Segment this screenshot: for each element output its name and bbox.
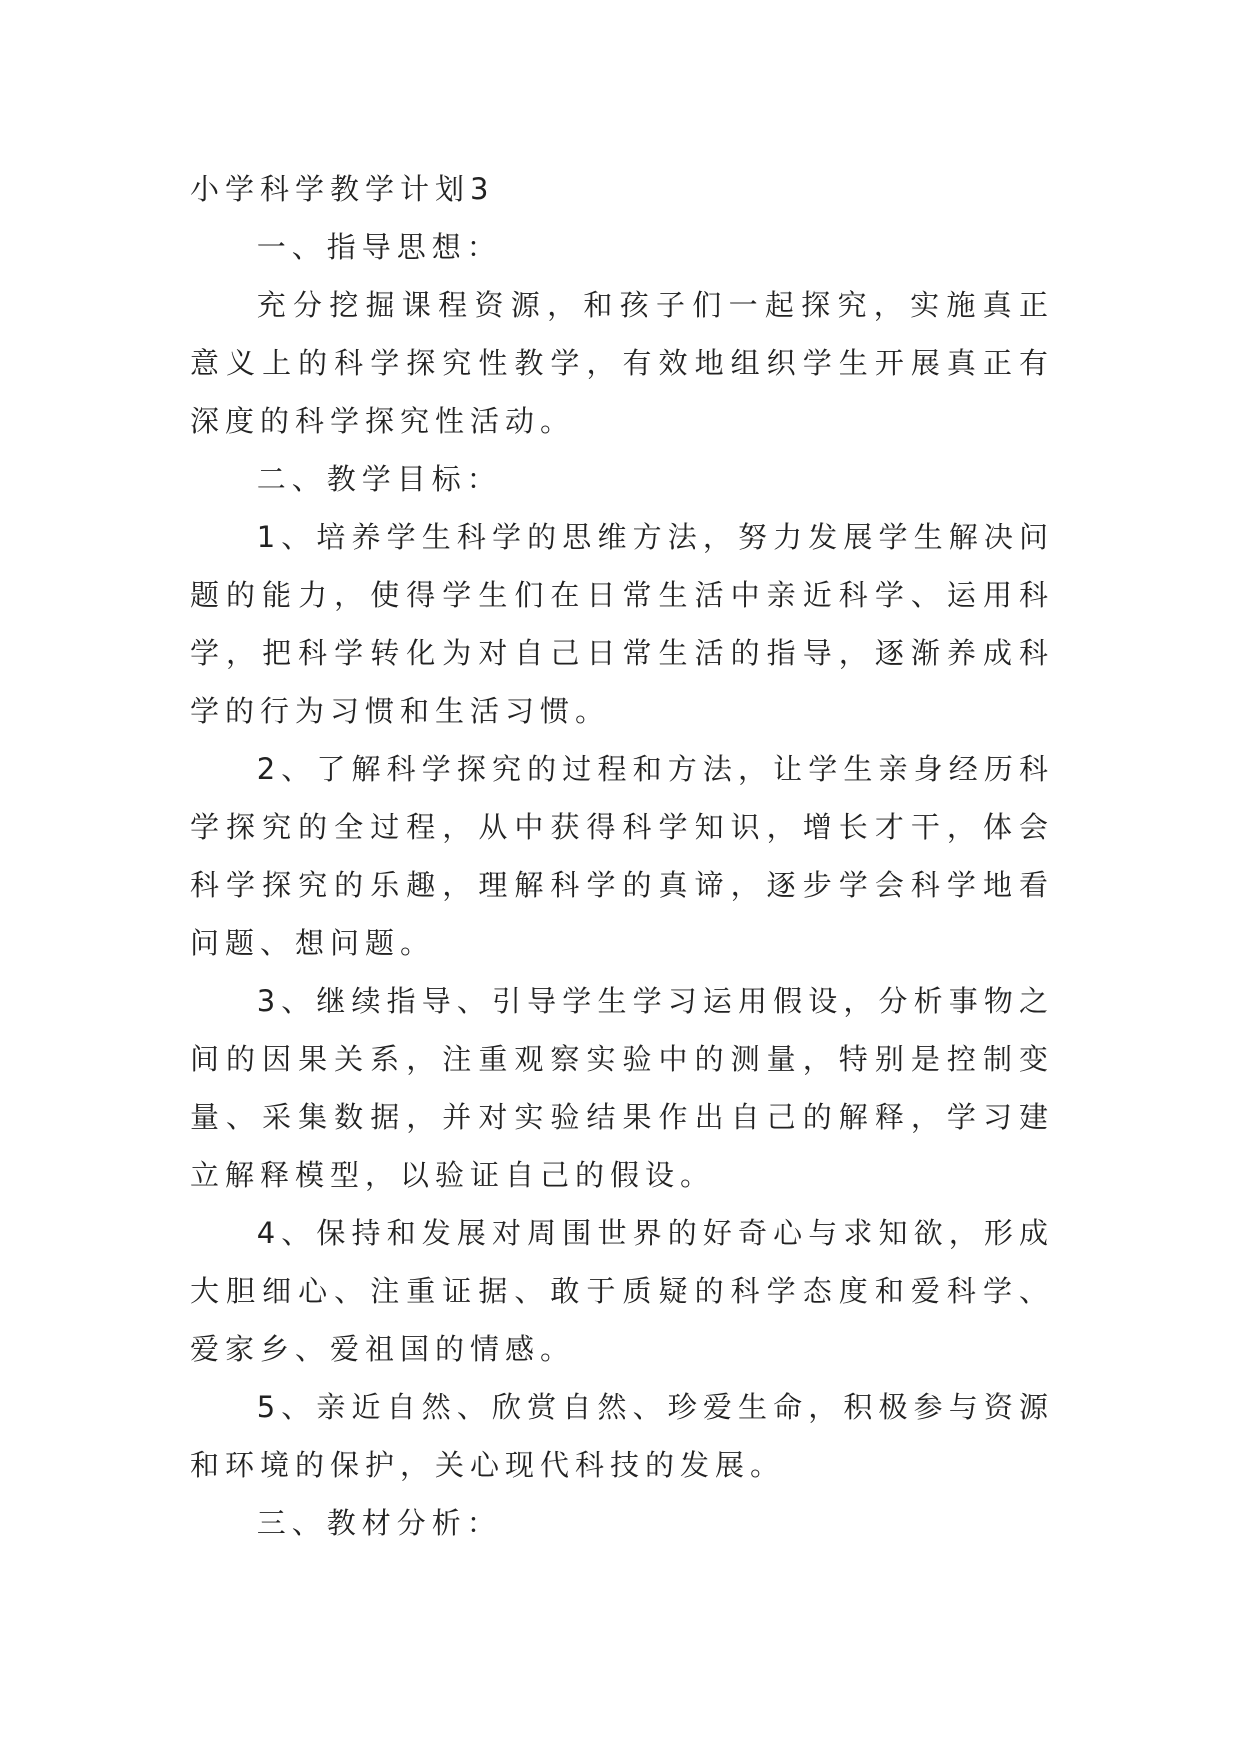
goal-item-4: 4、保持和发展对周围世界的好奇心与求知欲，形成大胆细心、注重证据、敢于质疑的科学态度和爱科学、爱家乡、爱祖国的情感。 (190, 1216, 1054, 1366)
section-heading-textbook-analysis: 三、教材分析： (256, 1506, 502, 1540)
goal-item-3: 3、继续指导、引导学生学习运用假设，分析事物之间的因果关系，注重观察实验中的测量，特别是控制变量、采集数据，并对实验结果作出自己的解释，学习建立解释模型，以验证自己的假设。 (190, 984, 1054, 1192)
goal-item-2: 2、了解科学探究的过程和方法，让学生亲身经历科学探究的全过程，从中获得科学知识，增长才干，体会科学探究的乐趣，理解科学的真谛，逐步学会科学地看问题、想问题。 (190, 752, 1054, 960)
document-body (190, 160, 1054, 1552)
goal-item-5: 5、亲近自然、欣赏自然、珍爱生命，积极参与资源和环境的保护，关心现代科技的发展。 (190, 1390, 1054, 1482)
paragraph-guiding-ideology: 充分挖掘课程资源，和孩子们一起探究，实施真正意义上的科学探究性教学，有效地组织学生开展真正有深度的科学探究性活动。 (190, 288, 1054, 438)
section-heading-guiding-ideology: 一、指导思想： (256, 230, 502, 264)
section-heading-teaching-goals: 二、教学目标： (256, 462, 502, 496)
goal-item-1: 1、培养学生科学的思维方法，努力发展学生解决问题的能力，使得学生们在日常生活中亲近科学、运用科学，把科学转化为对自己日常生活的指导，逐渐养成科学的行为习惯和生活习惯。 (190, 520, 1054, 728)
document-title: 小学科学教学计划3 (190, 172, 495, 206)
